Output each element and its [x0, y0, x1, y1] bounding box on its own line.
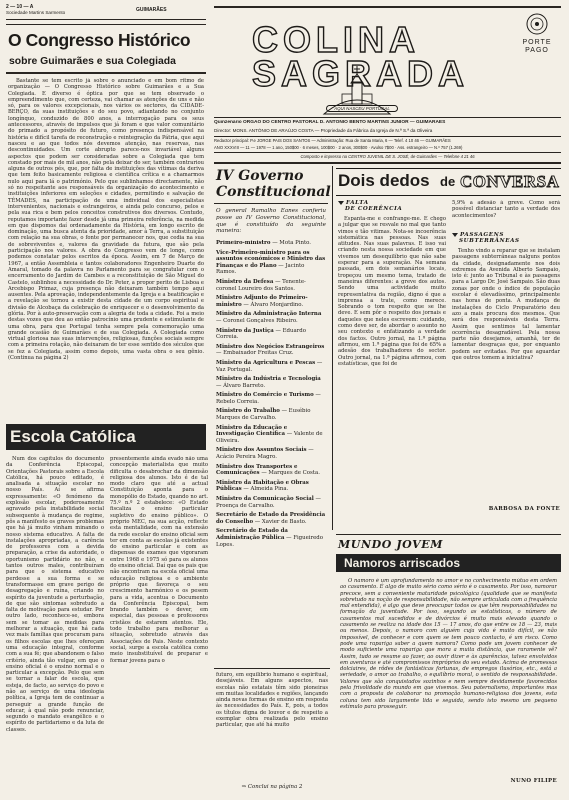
governo-member-list	[216, 240, 326, 666]
masthead-ribbon: AQUI NASCEU PORTUGAL	[326, 105, 398, 112]
masthead-title-line2: SAGRADA	[252, 53, 470, 94]
member-10: Ministro do Trabalho — Eusébio Marques de Carvalho.	[216, 408, 311, 422]
member-14: Ministro da Habitação e Obras Públicas — Almeida Pina.	[216, 479, 309, 493]
masthead-bottom-rule	[214, 162, 561, 164]
member-8: Ministro da Indústria e Tecnologia — Álvaro Barreto.	[216, 376, 321, 389]
masthead-issue: ANO XXXVIII — 11 — 1978 — 1 ano, 150$00 · 6 meses, 100$00 · 2 anos, 300$00 · Avulso 7$00 · Ass. estrangeiro — N.º 757 (1.269)	[214, 145, 463, 150]
masthead-printer: Composto e impresso na CENTRO JUVENIL DE S. JOSÉ, de Guimarães — Telefone 4 21 46	[300, 154, 475, 159]
governo-title-line2: Constitucional	[216, 184, 331, 200]
dois-dedos-article	[336, 166, 561, 530]
congresso-title-rule	[6, 72, 206, 74]
masthead-subtitle: Quinzenário ÓRGÃO DO CENTRO PASTORAL D. ANTÓNIO BENTO MARTINS JÚNIOR — GUIMARÃES	[214, 120, 446, 125]
porte-pago-seal	[523, 12, 551, 36]
member-5: Ministro da Justiça — Eduardo Correia.	[216, 327, 306, 341]
dois-dedos-col1: Espanta-me e confrange-me. É chego a julgar que se resvale no mal que tanto vimos e tão vitimas. Nota-se incoerência sistemática nas pessoas. Nas suas atitudes. Nas suas palavras. E isso vai criando nesta nossa sociedade em que vivemos um desequilíbrio que não sabe esperar para a superação. Na semana passada, em dois semanários locais, tropeçou um mesmo tema, tratado de maneiras diferentes: a greve dos autos. Sendo uma actividade muito representativa da região, digno é que a imprensa a trate, como merece. Sobrando o tom respeito que se lhe deve. E sem pôr o respeito dos jornais e daqueles que neles escrevem: cuidando, como deve ser, de abordar o assunto no seu contexto e enfatizando a verdade dos factos. Outro jornal, na 1.ª página afirmou, em 1.ª página que foi de 65% a adesão dos trabalhadores do sector. Outro jornal, na 1.ª página afirmou, com estatísticas, que foi de	[338, 216, 446, 367]
escola-col2: presentemente ainda evado não uma concepção materialista que muito dificulta o desabrochar da dimensão religiosa dos alunos. Isto é de tal modo claro que até a actual Constituição aponta para o monopólio do Estado, quando no art. 75.º n.º 2 estabelece: «O Estado fiscaliza o ensino particular supletivo do ensino público». O próprio MEC, na sua acção, reflecte esta mentalidade, com na extensão da rede escolar do ensino oficial sem ter em conta as escolas já existentes do ensino particular e com as dispensas de exames que vigoraram entre 1968 e 1975 só para os alunos do ensino oficial. Daí que os pais que não encontram na escola oficial uma educação religiosa e o ambiente próprio que favoreça o seu crescimento harmónico e os pesem para a vida, acentua o Documento da Conferência Episcopal, bem brando também o dever, em especial, das pessoas e professores cristãos de estarem atentos. Ele, todo trabalho para melhorar a situação, sobretudo através das Associações de Pais. Neste contexto social, surge a escola católica como meio insubstituível de preparar e formar jovens para o	[110, 456, 208, 664]
masthead-rule3	[214, 152, 561, 153]
masthead-director: Director: MONS. ANTÓNIO DE ARAÚJO COSTA — Propriedade da Fábrica da Igreja de N.ª S.ª da Oliveira	[214, 128, 433, 133]
congresso-article	[6, 22, 206, 417]
dois-dedos-author: BARBOSA DA FONTE	[488, 506, 560, 512]
escola-col3-rule	[214, 668, 330, 669]
congresso-body: Bastante se tem escrito já sobre o anunciado e em bom ritmo de organização — O Congresso Histórico sobre Guimarães e a Sua Colegiada. E diverso é óptica por que se tem observado o empreendimento que, com certeza, vai chamar as atenções de uns e não só, para os valores excepcionais, nos vários os sectores, da CIDADE-BERÇO, da suas instituições e do seu povo, adiantando no conjunto longínquo, conduzido de 800 anos, a interrogação para os seus antecessores, através de impulsos que já foram e que valor comunitário do primado a propósito de futuro, como presença indispensável na história e difícil tarefa de reconstrução e reintegração da Pátria, que aqui nasceu e ao que todos nós devemos atenção, nas reservas, nas descontinuidades. Um corte abrupto parece-nos invariável alguns aspectos que podem ser consideradas sobre a Colegiada que tem constado por mais de mil anos, não pela deixar do ser, também contrariou alguns de outros pés, que, por falta de instituições das vítimas da deriva que tem feito basicamente religiosa e científica crítica e a chamarmos nulo aqui para lá o património. Pelo que sublinhamos directamente, não só no respeitante aos responsáveis da organização do acontecimento e instituições inferiores em seleções e cidades, permitindo e salvação de TÉMADES, na participação de uma individual dos especialistas intervenientes, nacionais e estrangeiros, e ainda pelo concurso, pelos e pela sua rica e bem pelos conceitos construtivos dos diversos. Contudo, reputamos importante fazer desde já uma primeira referência, na medida em que dispomos daí ordenadamente da História, em longo escrito de dominação, uma busca atenta da prioridade, amor à Terra, a substituição com relação na sua obras, o fonte por permanecer nos, que cedia na sua de sobreviventes e, valores da gravidade da futura, que são pela participação nos valores. A obra do Congresso vem de longe, como podemos constatar pelos escritos da época. Assim, em 7 de Março de 1967, a então Assembleia e tantos colaboradores Engenheiro Duarte do Amaral, tomado da palavra no Parlamento para se congratular com o encerramento do Jardim de Cambes e a reconstituição de São Miguel do Castelo, sublinhou a necessidade do Dr. Peter, a propor perito de Lisboa e Arcebispo Primaz, cuja presença não deixaram também tempo aqui ausentes. Pela aprovação, independentemente da Igreja e a beatificação e a revelação se tornou a existir desta cidade de um corpo espiritual e divisão de Alcobaça da celebração de enriquecer e o desenvolvimento da glória. Por à auto-preservação com a alegria de toda a cidade. Foi a meio destas vozes que deu ao então patrocínio uma prudente e estimulante de uma obra, para que Portugal tenha sempre pela comemoração uma grande ocasião de Guimarães e de sua Colegiada. A Colegiada como virtual gloriosa nas suas intervenções, religiosas, funções sociais sempre com a primeira rotação, não deixaram de ter esse sentido dos séculos que se fez a Colegiada, assim como depois, uma vasta obra o seu gênio. (Continua na página 2)	[8, 78, 204, 362]
dois-dedos-title-box	[336, 168, 561, 196]
pago-label: PAGO	[525, 47, 549, 54]
congresso-title: O Congresso Histórico	[8, 30, 191, 50]
congresso-subtitle: sobre Guimarães e sua Colegiada	[9, 56, 176, 67]
society-name: Sociedade Martins Sarmento	[6, 10, 66, 15]
member-13: Ministro dos Transportes e Comunicações — Marques de Costa.	[216, 463, 320, 477]
sub-passagens: PASSAGENS SUBTERRÂNEAS	[452, 232, 560, 245]
member-1: Vice-Primeiro-ministro para os assuntos económicos e Ministro das Finanças e do Plano — Jacinto Ramos.	[216, 249, 326, 276]
escola-col3: futuro, em equilíbrio humano e espiritual, desejáveis. Em alguns aspectos, nas escolas não estatais têm sido pioneiras em muitas localidades e regiões, lançando ainda novas formas de ensino em resposta às necessidades do País. E, pois, a todos os títulos digna de louvor e de respeito a exemplar obra realizada pelo ensino particular, que até há muito	[216, 672, 328, 729]
dois-dedos-col2: Tenho vindo a reparar que se instalam passagens subterrâneas nalguns pontos da cidade, designadamente nos dois extremos da Avenida Alberto Sampaio, isto é: junto ao Tribunal e às passagens para a Largo Dr. José Sampaio. São duas zonas por onde o índice de população escolar é elevadíssimo, principalmente nas horas de ponta. A mudança de instalações do Ciclo Preparatório deu azo a mais procura dos mesmos. Que será dos responsáveis desta Terra. Assim que sentimos tal lamentar ocorrência desagradável. Pela nossa parte não desejamos, amanhã, ter de lamentar desgraças que, por enquanto podem ser evitadas. Por que aguardar que outros tomem a iniciativa?	[452, 248, 560, 362]
namoros-author: NUNO FILIPE	[510, 778, 557, 784]
governo-intro: O general Ramalho Eanes conferiu posse ao IV Governo Constitucional, que é constituído da seguinte maneira:	[216, 208, 326, 235]
member-6: Ministro dos Negócios Estrangeiros — Embaixador Freitas Cruz.	[216, 343, 325, 357]
masthead-mid-rule	[214, 117, 561, 118]
masthead-rule2	[214, 136, 561, 137]
member-17: Secretário de Estado da Administração Pública — Figueiredo Lopes.	[216, 528, 323, 548]
governo-title-line1: IV Governo	[216, 168, 304, 184]
governo-col-divider	[332, 166, 333, 530]
masthead-title-line1: COLINA	[252, 19, 420, 60]
member-0: Primeiro-ministro — Mota Pinto.	[216, 240, 312, 246]
namoros-title: Namoros arriscados	[344, 556, 461, 570]
dois-dedos-title-1: Dois dedos	[338, 171, 430, 190]
dois-dedos-title-2: de	[440, 174, 456, 189]
escola-col1: Num dos capítulos do documento da Conferência Episcopal, Orientações Pastorais sobre a Escola Católica, há pouco editado, é analisada a situação escolar no nosso País. Aí se afirma expressamente: «O fenómeno da explosão escolar, poderosamente agravado pela instabilidade social subsequente à mudança de regime, pôs a manifesto os graves problemas que há já muito vinham minando o nosso sistema educativo. A falta de instalações apropriadas, a carência de professores com a devida preparação, a crise da autoridade, o oportunismo partidário no não, e tantos outros males, contribuíram para que o sistema educativo perdesse a sua forma e se transformasse em grave perigo de desagregação e ruína, criando no espírito da juventude a perturbação, de que são sintomas sobretudo a falta de motivação para estudar. Por outro lado, reconhece-se, embora sem se tomar as medidas para melhorar a situação, que há cada vez mais famílias que procuram para os filhos escolas que lhes ofereçam uma educação integral, conforme com a sua fé; que abandonem o falso critério, ainda tão vulgar, em que o ensino oficial é o ensino normal e o particular a excepção. Pelo que sem se tornar a falar de escola, que esteja, de facto, ao serviço do povo e não ao serviço de uma ideologia política, a Igreja tem de continuar a perseguir a grande função de educar, à qual não pode renunciar, segundo o mandato evangélico e o espírito de partidarismo e da luta de classes.	[6, 456, 104, 733]
top-strip	[6, 4, 206, 18]
member-2: Ministro da Defesa — Tenente-coronel Loureiro dos Santos.	[216, 278, 306, 292]
mundo-top-rule	[336, 534, 561, 535]
namoros-title-bar	[336, 554, 561, 572]
member-4: Ministro da Administração Interna — Coronel Gonçalves Ribeiro.	[216, 311, 322, 324]
page-number: 2 — 10 — A	[6, 4, 34, 10]
member-3: Ministro Adjunto do Primeiro-ministro — Álvaro Monjardino.	[216, 295, 308, 308]
member-11: Ministro da Educação e Investigação Científica — Valente de Oliveira.	[216, 424, 323, 444]
masthead	[214, 6, 561, 116]
member-7: Ministro da Agricultura e Pescas — Vaz Portugal.	[216, 359, 323, 373]
triangle-bullet-icon	[338, 201, 344, 205]
top-strip-rule	[6, 19, 206, 20]
city-label: GUIMARÃES	[136, 7, 167, 13]
mundo-jovem-article	[336, 534, 561, 794]
governo-title-rule	[214, 203, 328, 204]
member-15: Ministro da Comunicação Social — Proença de Carvalho.	[216, 496, 321, 509]
namoros-body: O namoro é um aprofundamento no amor e no conhecimento mútuo em ordem ao casamento. É algo de muito sério como sério é o casamento. Por isso, namorar precoce, sem a conveniente maturidade psicológica (qualidade que se manifesta sobretudo na noção de responsabilidade, não sempre articulada com a frequência mal entendida), é algo que deve preocupar todos os que têm responsabilidades na formação da juventude. Por isso, segundo as estatísticas, o número de casamentos mal sucedidos e de divórcios é muito mais elevado quando o casamento se realiza na idade dos 15 — 17 anos, do que entre os 18 — 23, mais ou menos. Depois, o namoro com alguém cuja vida é muito difícil, se não impossível, de conhecer e com quem se tem pouco contacto, é um risco. Como pode uma rapariga saber a quem namora? Como pode um jovem conhecer de modo suficiente uma rapariga que mora a muita distância, que raramente vê? Assim, tudo se resume ao fazer, ao ouvir dizer e às aparências, talvez envolvidos em aventuras e até compromissos impróprios do seu estado. Acima de promessas dolciaires, de rôdes de fantásticas fortunas, de empregos ilusórios, etc., está a seriedade, o amor ao trabalho, o equilíbrio moral, o sentido de responsabilidade. Valores que são conquistados sozinhos e nem sempre devidamente favorecidos pela frivolidade do mundo em que vivemos. Seu paternalismo, importantes mas com a proposta de colaborar na promoção humano-religiosa dos jovens, esta coluna tem sido largamente lida e seguida, sendo isto mesmo um pequeno estímulo para prosseguir.	[340, 578, 557, 710]
member-9: Ministro do Comércio e Turismo — Rebelo Correia.	[216, 392, 321, 405]
escola-title: Escola Católica	[10, 427, 136, 446]
porte-label: PORTE	[522, 39, 552, 46]
member-12: Ministro dos Assuntos Sociais — Acácio Pereira Magro.	[216, 447, 314, 461]
masthead-editor: Redactor principal: P.e JORGE PAIS DOS SANTOS — Administração: Rua de Santa Maria, 6 — Telef. 4 10 46 — GUIMARÃES	[214, 138, 451, 143]
member-16: Secretário de Estado da Presidência do Conselho — Xavier de Basto.	[216, 512, 326, 525]
sub-falta: FALTA DE COERÊNCIA	[338, 200, 446, 213]
arrow-right-icon: ⇒	[241, 784, 248, 790]
triangle-bullet-icon	[452, 233, 458, 237]
dois-dedos-col2-top: 5,9% a adesão à greve. Como será possível distanciar tanto a verdade dos acontecimentos?	[452, 200, 560, 219]
masthead-top-rule	[214, 6, 561, 8]
escola-title-bar	[6, 424, 206, 450]
governo-article	[214, 166, 330, 666]
escola-continua: ⇒ Conclui na página 2	[241, 784, 303, 790]
congresso-top-rule	[6, 24, 206, 25]
dois-dedos-title-3: CONVERSA	[460, 172, 560, 191]
mundo-jovem-label: MUNDO JOVEM	[338, 538, 444, 551]
